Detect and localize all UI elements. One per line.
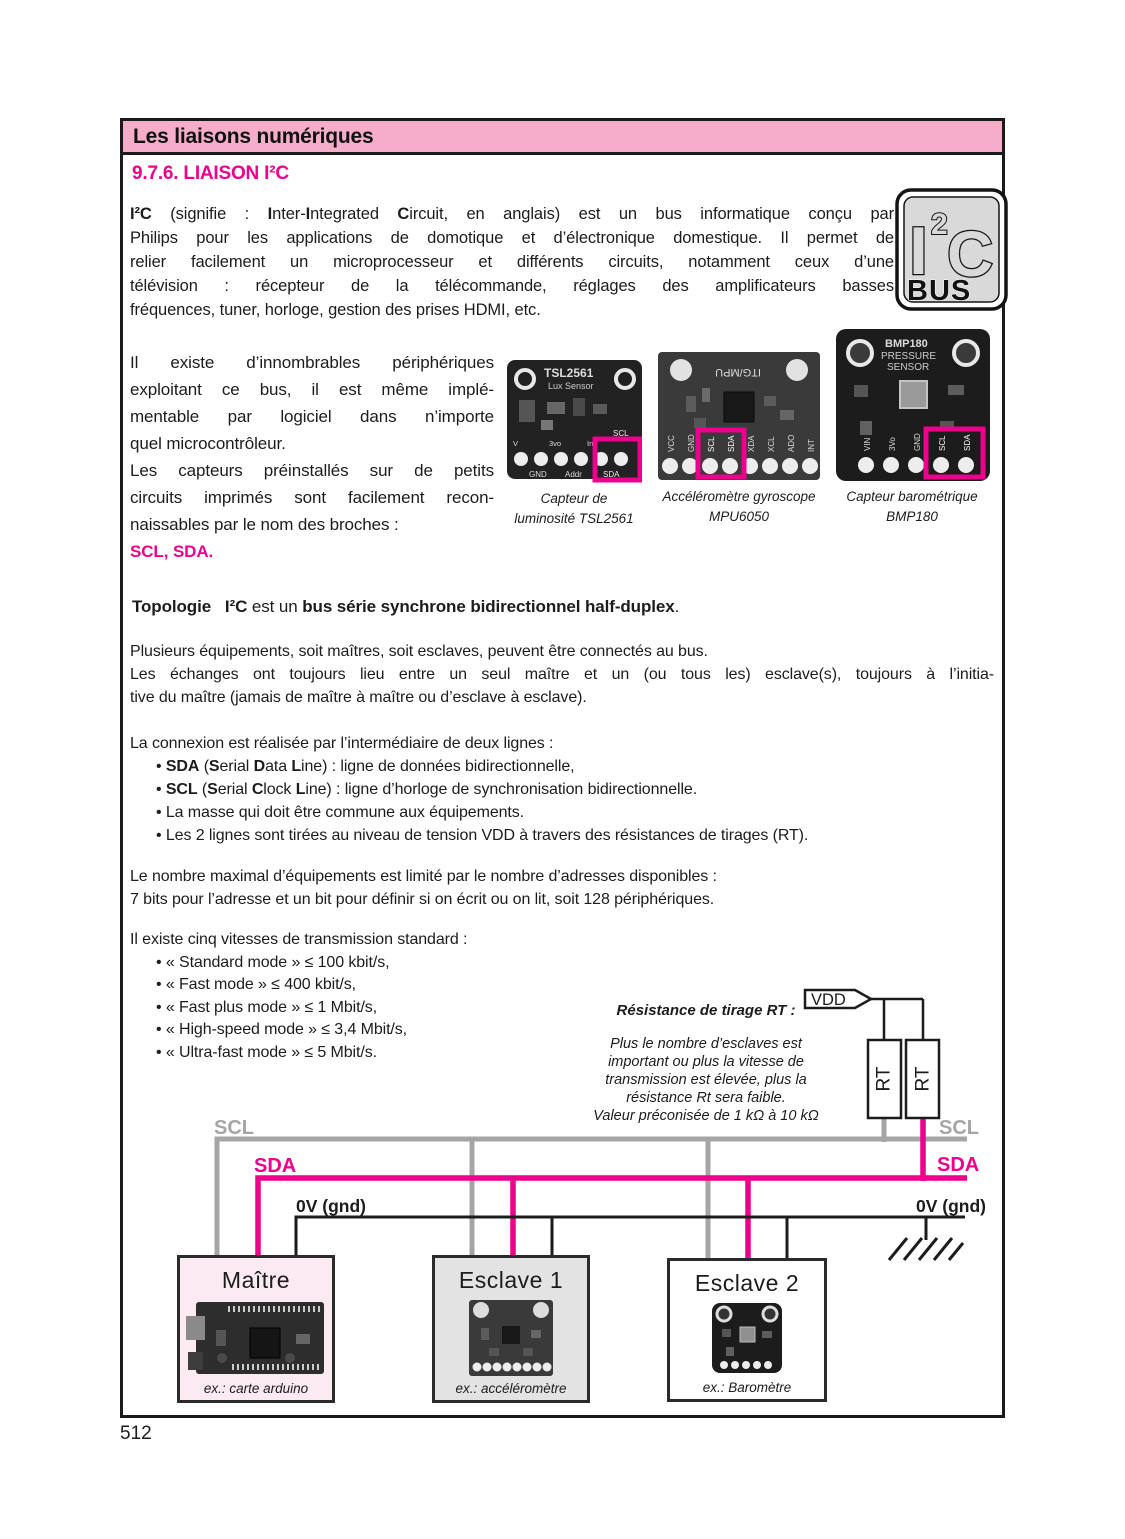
text-line: Il existe cinq vitesses de transmission standard : bbox=[130, 931, 468, 948]
note-title: Résistance de tirage RT : bbox=[616, 1002, 796, 1019]
master-caption: ex.: carte arduino bbox=[203, 1381, 309, 1396]
slave2-box bbox=[667, 1258, 827, 1402]
pin-label: GND bbox=[913, 433, 922, 451]
pin-label: SDA bbox=[963, 434, 972, 451]
caption-line: luminosité TSL2561 bbox=[514, 511, 634, 526]
text-line: La connexion est réalisée par l’intermédiaire de deux lignes : bbox=[130, 735, 554, 752]
bullet-item: • SDA (Serial Data Line) : ligne de données bidirectionnelle, bbox=[156, 758, 575, 775]
pin-label: INT bbox=[807, 439, 816, 452]
text-line: naissables par le nom des broches : bbox=[130, 515, 399, 534]
pin-label: SDA bbox=[727, 435, 736, 452]
scl-sda-highlight: SCL, SDA. bbox=[130, 542, 214, 561]
bullet-item: • SCL (Serial Clock Line) : ligne d’horloge de synchronisation bidirectionnelle. bbox=[156, 781, 698, 798]
pin-label: Addr bbox=[565, 470, 582, 479]
logo-letter-2: 2 bbox=[931, 208, 948, 241]
pin-label: XDA bbox=[747, 435, 756, 452]
text-line: tive du maître (jamais de maître à maître ou d’esclave à esclave). bbox=[130, 689, 587, 706]
caption-line: Capteur de bbox=[540, 491, 608, 506]
text-line: Les capteurs préinstallés sur de petits bbox=[130, 461, 494, 480]
slave1-caption: ex.: accéléromètre bbox=[455, 1381, 567, 1396]
pin-label: SCL bbox=[613, 429, 629, 438]
slave1-title: Esclave 1 bbox=[458, 1267, 564, 1293]
board-label: Lux Sensor bbox=[548, 381, 594, 391]
ground-icon bbox=[889, 1238, 963, 1260]
barometer-board-image bbox=[712, 1303, 782, 1373]
board-label: ITG/MPU bbox=[715, 366, 761, 378]
bullet-item: • « Fast plus mode » ≤ 1 Mbit/s, bbox=[156, 998, 378, 1016]
pin-label: 3vo bbox=[549, 439, 562, 448]
gnd-label-left: 0V (gnd) bbox=[296, 1196, 366, 1216]
accelerometer-board-image bbox=[469, 1300, 553, 1376]
slave2-title: Esclave 2 bbox=[694, 1270, 800, 1296]
rt-label: RT bbox=[912, 1066, 934, 1092]
slave2-caption: ex.: Baromètre bbox=[702, 1380, 792, 1395]
pin-label: GND bbox=[687, 434, 696, 452]
note-line: résistance Rt sera faible. bbox=[626, 1090, 786, 1106]
text-line: Le nombre maximal d’équipements est limité par le nombre d’adresses disponibles : bbox=[130, 868, 717, 885]
text-line: exploitant ce bus, il est même implé- bbox=[130, 380, 494, 399]
board-label: BMP180 bbox=[885, 338, 928, 350]
chapter-title: Les liaisons numériques bbox=[133, 124, 374, 148]
scl-bus-line bbox=[217, 1118, 967, 1260]
arduino-board-image bbox=[186, 1300, 326, 1376]
pin-label: 3Vo bbox=[888, 437, 897, 451]
topology-heading: Topologie I²C est un bus série synchrone bidirectionnel half-duplex. bbox=[132, 597, 680, 616]
pin-label: XCL bbox=[767, 436, 776, 452]
pin-label: SCL bbox=[707, 436, 716, 452]
text-line: quel microcontrôleur. bbox=[130, 434, 286, 453]
text-line: mentable par logiciel dans n’importe bbox=[130, 407, 494, 426]
scl-label-right: SCL bbox=[939, 1117, 979, 1139]
pin-label: ADO bbox=[787, 434, 796, 452]
text-line: Il existe d’innombrables périphériques bbox=[130, 353, 494, 372]
page-number: 512 bbox=[120, 1423, 152, 1444]
logo-letter-i: I bbox=[909, 213, 928, 289]
text-line: relier facilement un microprocesseur et différents circuits, notamment ceux d’une bbox=[130, 253, 894, 271]
slave1-box bbox=[432, 1255, 590, 1403]
sda-label-left: SDA bbox=[254, 1155, 297, 1177]
master-title: Maître bbox=[221, 1267, 291, 1293]
text-line: Les échanges ont toujours lieu entre un seul maître et un (ou tous les) esclave(s), toujours à l’initia- bbox=[130, 666, 994, 683]
logo-letter-c: C bbox=[947, 218, 994, 290]
bullet-item: • « High-speed mode » ≤ 3,4 Mbit/s, bbox=[156, 1021, 408, 1038]
ground-line bbox=[296, 1217, 965, 1260]
note-line: Valeur préconisée de 1 kΩ à 10 kΩ bbox=[593, 1108, 819, 1124]
pin-label: VIN bbox=[863, 437, 872, 451]
caption-line: Capteur barométrique bbox=[846, 489, 978, 504]
board-label: TSL2561 bbox=[544, 366, 594, 380]
board-label: SENSOR bbox=[887, 362, 930, 373]
pin-label: SCL bbox=[938, 435, 947, 451]
pin-label: SDA bbox=[603, 470, 620, 479]
pin-label: In bbox=[587, 439, 594, 448]
bullet-item: • « Standard mode » ≤ 100 kbit/s, bbox=[156, 953, 390, 971]
note-line: transmission est élevée, plus la bbox=[605, 1072, 807, 1088]
caption-line: Accéléromètre gyroscope bbox=[662, 489, 816, 504]
pin-label: V bbox=[513, 439, 519, 448]
text-line: Philips pour les applications de domotique et d’électronique domestique. Il permet de bbox=[130, 229, 894, 247]
text-line: I²C (signifie : Inter-Integrated Circuit, en anglais) est un bus informatique conçu par bbox=[130, 205, 895, 223]
sda-label-right: SDA bbox=[937, 1154, 980, 1176]
caption-line: BMP180 bbox=[886, 509, 938, 524]
bullet-item: • Les 2 lignes sont tirées au niveau de tension VDD à travers des résistances de tirages (RT). bbox=[156, 827, 809, 844]
text-line: 7 bits pour l’adresse et un bit pour définir si on écrit ou on lit, soit 128 périphériques. bbox=[130, 891, 715, 908]
text-line: circuits imprimés sont facilement recon- bbox=[130, 488, 494, 507]
bullet-item: • La masse qui doit être commune aux équipements. bbox=[156, 804, 525, 821]
vdd-wires bbox=[869, 999, 923, 1040]
bullet-item: • « Fast mode » ≤ 400 kbit/s, bbox=[156, 976, 357, 993]
rt-label: RT bbox=[873, 1066, 895, 1092]
text-line: Plusieurs équipements, soit maîtres, soit esclaves, peuvent être connectés au bus. bbox=[130, 643, 708, 660]
vdd-label: VDD bbox=[811, 991, 846, 1009]
pin-label: GND bbox=[529, 470, 547, 479]
board-label: PRESSURE bbox=[881, 351, 937, 362]
text-line: télévision : récepteur de la télécommande, réglages des amplificateurs basses bbox=[130, 277, 894, 295]
master-box bbox=[177, 1255, 335, 1403]
section-title: 9.7.6. LIAISON I²C bbox=[132, 163, 289, 184]
logo-bus-text: BUS bbox=[907, 275, 972, 307]
scl-label-left: SCL bbox=[214, 1117, 254, 1139]
gnd-label-right: 0V (gnd) bbox=[916, 1196, 986, 1216]
caption-line: MPU6050 bbox=[708, 509, 770, 524]
pin-label: VCC bbox=[667, 435, 676, 452]
text-line: fréquences, tuner, horloge, gestion des prises HDMI, etc. bbox=[130, 301, 541, 319]
note-line: Plus le nombre d’esclaves est bbox=[610, 1036, 802, 1052]
bullet-item: • « Ultra-fast mode » ≤ 5 Mbit/s. bbox=[156, 1043, 377, 1061]
note-line: important ou plus la vitesse de bbox=[608, 1054, 804, 1070]
